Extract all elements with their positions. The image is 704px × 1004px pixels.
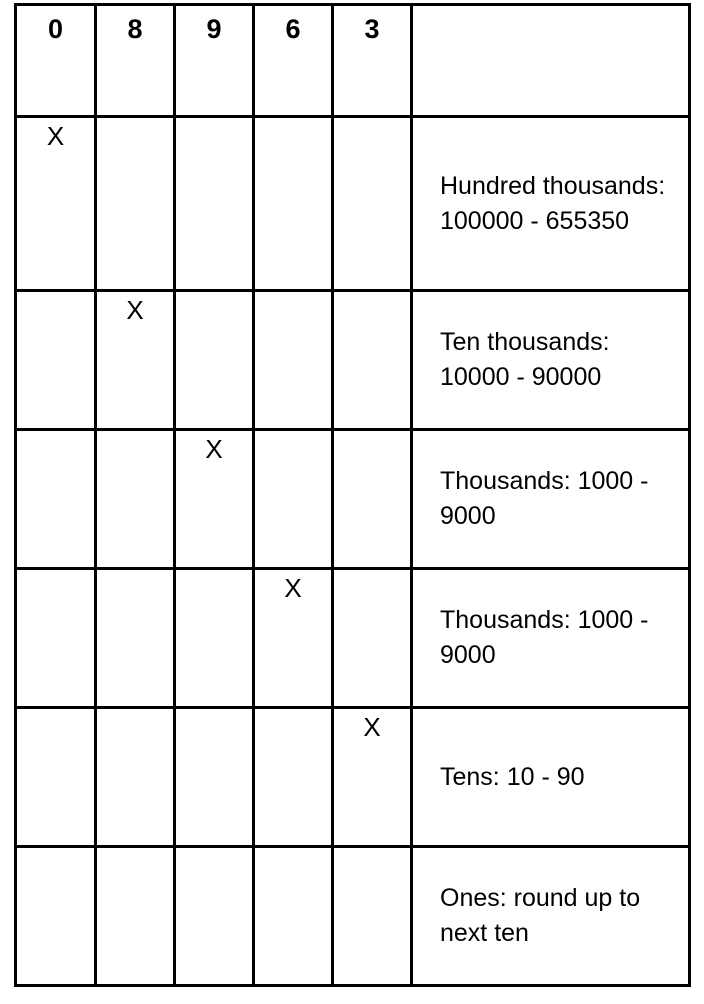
table-row <box>16 117 690 291</box>
mark-cell <box>333 708 412 847</box>
mark-cell <box>254 847 333 986</box>
mark-cell <box>96 708 175 847</box>
mark-cell <box>175 291 254 430</box>
table-row <box>16 569 690 708</box>
mark-cell <box>254 291 333 430</box>
place-label: Thousands: 1000 - 9000 <box>412 430 690 569</box>
mark-cell <box>254 569 333 708</box>
table-row <box>16 708 690 847</box>
x-mark: X <box>284 573 302 603</box>
digit-cell: 9 <box>175 5 254 117</box>
mark-cell <box>16 430 96 569</box>
mark-cell <box>175 430 254 569</box>
mark-cell <box>175 847 254 986</box>
x-mark: X <box>205 434 223 464</box>
digit-cell: 0 <box>16 5 96 117</box>
mark-cell <box>333 430 412 569</box>
mark-cell <box>16 291 96 430</box>
mark-cell <box>175 708 254 847</box>
header-row <box>16 5 690 117</box>
x-mark: X <box>363 712 381 742</box>
digit-cell: 3 <box>333 5 412 117</box>
mark-cell <box>96 569 175 708</box>
place-label: Hundred thousands: 100000 - 655350 <box>412 117 690 291</box>
place-label: Thousands: 1000 - 9000 <box>412 569 690 708</box>
mark-cell <box>254 430 333 569</box>
mark-cell <box>175 117 254 291</box>
table-row <box>16 291 690 430</box>
place-label: Ones: round up to next ten <box>412 847 690 986</box>
x-mark: X <box>126 295 144 325</box>
mark-cell <box>16 569 96 708</box>
mark-cell <box>333 291 412 430</box>
mark-cell <box>175 569 254 708</box>
mark-cell <box>16 708 96 847</box>
mark-cell <box>333 569 412 708</box>
mark-cell <box>254 117 333 291</box>
header-label-cell <box>412 5 690 117</box>
digit-cell: 8 <box>96 5 175 117</box>
mark-cell <box>254 708 333 847</box>
mark-cell <box>96 291 175 430</box>
table-row <box>16 430 690 569</box>
x-mark: X <box>46 121 65 151</box>
mark-cell <box>96 430 175 569</box>
mark-cell <box>96 117 175 291</box>
place-label: Tens: 10 - 90 <box>412 708 690 847</box>
table-row <box>16 847 690 986</box>
mark-cell <box>333 847 412 986</box>
mark-cell <box>16 117 96 291</box>
place-value-table <box>14 3 691 987</box>
mark-cell <box>96 847 175 986</box>
mark-cell <box>333 117 412 291</box>
digit-cell: 6 <box>254 5 333 117</box>
mark-cell <box>16 847 96 986</box>
place-label: Ten thousands: 10000 - 90000 <box>412 291 690 430</box>
